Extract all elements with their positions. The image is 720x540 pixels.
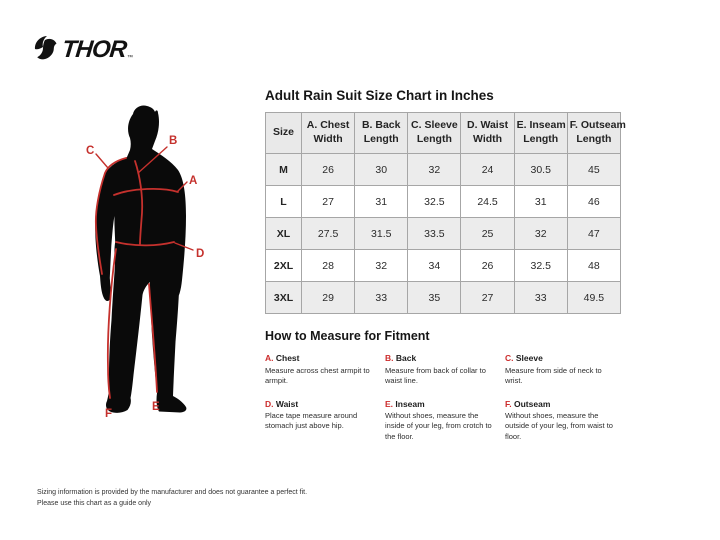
measure-item-inseam: [385, 399, 505, 442]
measure-description: Measure across chest armpit to armpit.: [265, 365, 370, 385]
cell-value: 30: [355, 154, 408, 186]
pointer-c: [96, 154, 108, 168]
col-header-back-length: B. Back Length: [355, 113, 408, 154]
content-column: [265, 88, 627, 442]
figure-label-b: B: [169, 135, 178, 147]
measure-name: Back: [395, 353, 417, 363]
col-header-outseam-length: F. Outseam Length: [567, 113, 620, 154]
table-header-row: [266, 113, 621, 154]
measure-description: Place tape measure around stomach just above hip.: [265, 411, 358, 431]
measure-letter: B.: [385, 353, 394, 363]
size-label: L: [266, 186, 302, 218]
cell-value: 27.5: [302, 218, 355, 250]
size-label: 2XL: [266, 250, 302, 282]
table-row-l: [266, 186, 621, 218]
col-header-waist-width: D. Waist Width: [461, 113, 514, 154]
measure-item-back: [385, 353, 505, 386]
size-label: M: [266, 154, 302, 186]
size-chart-title: Adult Rain Suit Size Chart in Inches: [265, 88, 494, 103]
size-chart-table: [265, 112, 626, 314]
col-header-sleeve-length: C. Sleeve Length: [408, 113, 461, 154]
cell-value: 45: [567, 154, 620, 186]
size-label: 3XL: [266, 282, 302, 314]
measure-name: Outseam: [514, 398, 551, 409]
measure-letter: A.: [265, 353, 274, 363]
measure-letter: D.: [265, 398, 274, 409]
cell-value: 48: [567, 250, 620, 282]
cell-value: 32: [514, 218, 567, 250]
measure-letter: C.: [505, 353, 514, 363]
cell-value: 26: [461, 250, 514, 282]
cell-value: 33.5: [408, 218, 461, 250]
measure-item-chest: [265, 353, 385, 386]
cell-value: 32.5: [514, 250, 567, 282]
figure-label-e: E: [152, 401, 160, 413]
cell-value: 49.5: [567, 282, 620, 314]
measure-description: Measure from back of collar to waist line.: [385, 365, 486, 385]
cell-value: 31: [514, 186, 567, 218]
cell-value: 35: [408, 282, 461, 314]
brand-logo-text: THOR: [60, 36, 128, 63]
cell-value: 32: [408, 154, 461, 186]
size-label: XL: [266, 218, 302, 250]
cell-value: 28: [302, 250, 355, 282]
cell-value: 27: [302, 186, 355, 218]
cell-value: 30.5: [514, 154, 567, 186]
thor-goat-icon: [33, 35, 58, 62]
brand-trademark: ™: [127, 55, 133, 61]
sizing-disclaimer: [37, 487, 307, 509]
measure-letter: E.: [385, 398, 394, 409]
body-silhouette-graphic: [30, 80, 260, 460]
col-header-size: Size: [266, 113, 302, 154]
cell-value: 32.5: [408, 186, 461, 218]
measure-item-outseam: [505, 399, 627, 442]
brand-logo: [33, 35, 133, 62]
cell-value: 24.5: [461, 186, 514, 218]
measure-description: Measure from side of neck to wrist.: [505, 365, 602, 385]
table-row-m: [266, 154, 621, 186]
table-row-2xl: [266, 250, 621, 282]
measure-name: Inseam: [395, 398, 425, 409]
disclaimer-line-2: Please use this chart as a guide only: [37, 500, 152, 508]
measure-letter: F.: [505, 398, 512, 409]
measure-item-sleeve: [505, 353, 627, 386]
figure-label-a: A: [189, 175, 198, 187]
measure-description: Without shoes, measure the outside of your leg, from waist to floor.: [505, 411, 613, 441]
measure-name: Sleeve: [515, 353, 543, 363]
table-row-3xl: [266, 282, 621, 314]
figure-label-c: C: [86, 145, 95, 157]
measure-guide-title: How to Measure for Fitment: [265, 329, 430, 343]
table-row-xl: [266, 218, 621, 250]
cell-value: 47: [567, 218, 620, 250]
cell-value: 27: [461, 282, 514, 314]
measure-name: Chest: [275, 353, 300, 363]
measure-guide-grid: [265, 353, 627, 442]
cell-value: 26: [302, 154, 355, 186]
measurement-figure: [30, 80, 260, 460]
cell-value: 33: [355, 282, 408, 314]
cell-value: 31: [355, 186, 408, 218]
cell-value: 46: [567, 186, 620, 218]
cell-value: 33: [514, 282, 567, 314]
cell-value: 29: [302, 282, 355, 314]
measure-description: Without shoes, measure the inside of your leg, from crotch to the floor.: [385, 411, 492, 441]
col-header-inseam-length: E. Inseam Length: [514, 113, 567, 154]
cell-value: 24: [461, 154, 514, 186]
figure-label-f: F: [105, 408, 113, 420]
cell-value: 34: [408, 250, 461, 282]
measure-name: Waist: [275, 398, 299, 409]
cell-value: 25: [461, 218, 514, 250]
cell-value: 32: [355, 250, 408, 282]
disclaimer-line-1: Sizing information is provided by the manufacturer and does not guarantee a perfect fit.: [37, 489, 308, 496]
col-header-chest-width: A. Chest Width: [302, 113, 355, 154]
cell-value: 31.5: [355, 218, 408, 250]
measure-item-waist: [265, 399, 385, 442]
figure-label-d: D: [196, 248, 205, 260]
